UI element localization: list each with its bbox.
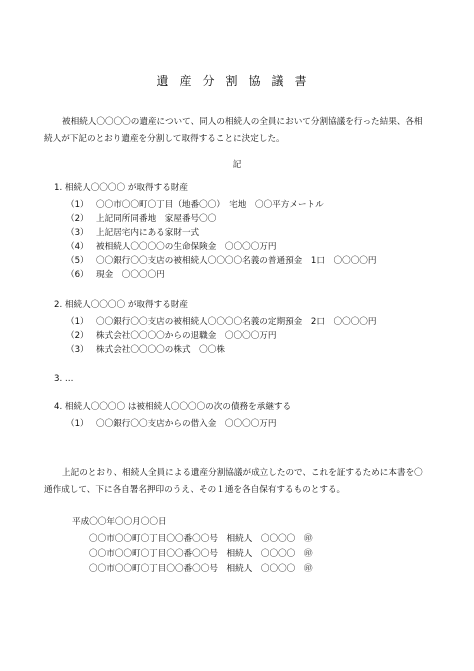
document-date: 平成〇〇年〇〇月〇〇日 bbox=[72, 517, 167, 527]
section-2-item-3-text: 株式会社〇〇〇〇の株式 〇〇株 bbox=[96, 345, 225, 355]
signatory-line-2: 〇〇市〇〇町〇丁目〇〇番〇〇号 相続人 〇〇〇〇 ㊞ bbox=[89, 549, 313, 559]
section-1-item-2-number: （2） bbox=[66, 214, 89, 224]
section-2-item-2-number: （2） bbox=[66, 331, 89, 341]
section-2-item-1-text: 〇〇銀行〇〇支店の被相続人〇〇〇〇名義の定期預金 2口 〇〇〇〇円 bbox=[96, 317, 377, 327]
section-1-item-4-number: （4） bbox=[66, 242, 89, 252]
signatory-line-1: 〇〇市〇〇町〇丁目〇〇番〇〇号 相続人 〇〇〇〇 ㊞ bbox=[89, 534, 313, 544]
section-2-item-3-number: （3） bbox=[66, 345, 89, 355]
section-2-item-2-text: 株式会社〇〇〇〇からの退職金 〇〇〇〇万円 bbox=[96, 331, 277, 341]
section-1-item-3-number: （3） bbox=[66, 228, 89, 238]
closing-line-2: 通作成して、下に各自署名押印のうえ、その１通を各自保有するものとする。 bbox=[44, 485, 346, 495]
signatory-line-3: 〇〇市〇〇町〇丁目〇〇番〇〇号 相続人 〇〇〇〇 ㊞ bbox=[89, 564, 313, 574]
section-1-item-5-text: 〇〇銀行〇〇支店の被相続人〇〇〇〇名義の普通預金 1口 〇〇〇〇円 bbox=[96, 256, 377, 266]
section-1-item-3-text: 上記居宅内にある家財一式 bbox=[96, 228, 200, 238]
section-1-item-1-text: 〇〇市〇〇町〇丁目（地番〇〇） 宅地 〇〇平方メートル bbox=[96, 200, 324, 210]
section-4-item-1-number: （1） bbox=[66, 419, 89, 429]
section-1-item-6-text: 現金 〇〇〇〇円 bbox=[96, 270, 165, 280]
section-2-heading: 2. 相続人〇〇〇〇 が取得する財産 bbox=[54, 300, 188, 310]
ki-heading: 記 bbox=[232, 160, 242, 170]
section-1-item-4-text: 被相続人〇〇〇〇の生命保険金 〇〇〇〇万円 bbox=[96, 242, 277, 252]
document-title: 遺産分割協議書 bbox=[156, 74, 318, 88]
section-1-item-5-number: （5） bbox=[66, 256, 89, 266]
section-3-heading: 3. … bbox=[54, 374, 74, 384]
section-4-item-1-text: 〇〇銀行〇〇支店からの借入金 〇〇〇〇万円 bbox=[96, 419, 277, 429]
section-2-item-1-number: （1） bbox=[66, 317, 89, 327]
intro-line-1: 被相続人〇〇〇〇の遺産について、同人の相続人の全員において分割協議を行った結果、各相 bbox=[62, 117, 423, 127]
closing-line-1: 上記のとおり、相続人全員による遺産分割協議が成立したので、これを証するために本書を〇 bbox=[62, 468, 423, 478]
section-1-item-6-number: （6） bbox=[66, 270, 89, 280]
section-4-heading: 4. 相続人〇〇〇〇 は被相続人〇〇〇〇の次の債務を承継する bbox=[54, 402, 292, 412]
section-1-item-1-number: （1） bbox=[66, 200, 89, 210]
section-1-item-2-text: 上記同所同番地 家屋番号〇〇 bbox=[96, 214, 217, 224]
intro-line-2: 続人が下記のとおり遺産を分割して取得することに決定した。 bbox=[44, 134, 285, 144]
section-1-heading: 1. 相続人〇〇〇〇 が取得する財産 bbox=[54, 183, 188, 193]
